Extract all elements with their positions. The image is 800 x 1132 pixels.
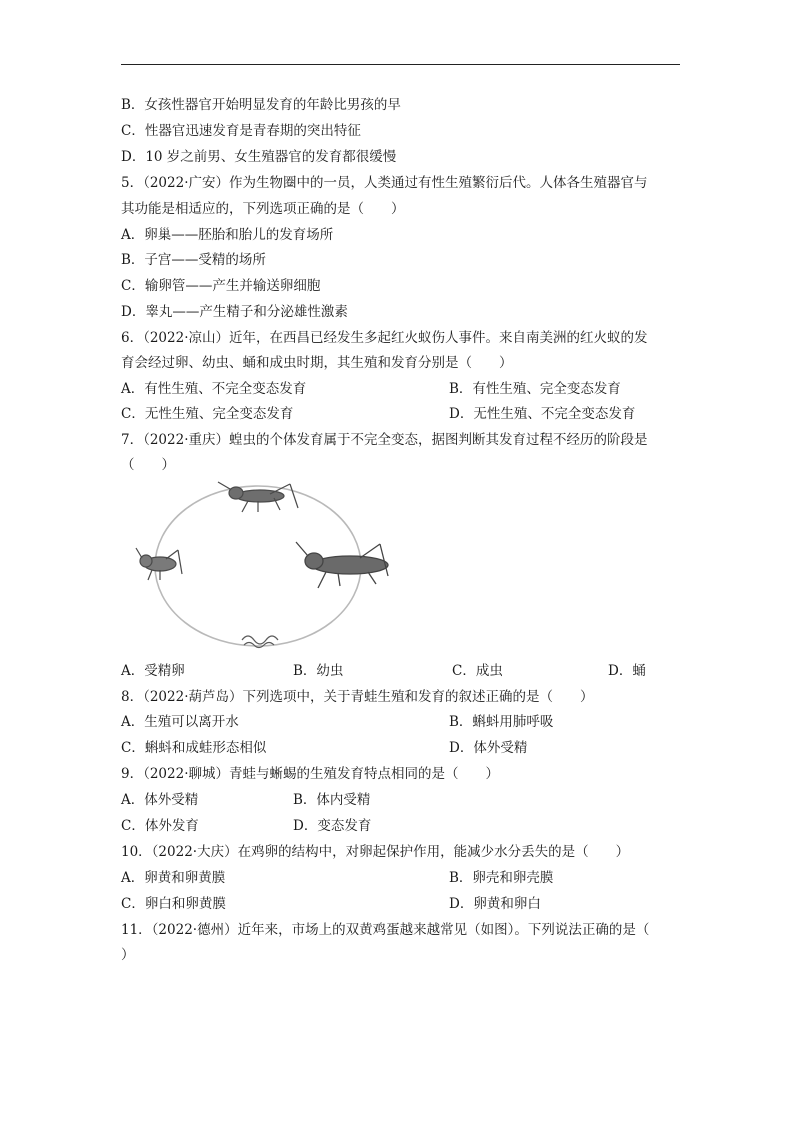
header-rule xyxy=(121,64,680,65)
locust-adult-right xyxy=(296,542,388,588)
q4-option-c: C．性器官迅速发育是青春期的突出特征 xyxy=(121,123,361,139)
q10-stem: 10．（2022·大庆）在鸡卵的结构中，对卵起保护作用，能减少水分丢失的是（ ） xyxy=(121,844,630,860)
q11-stem-line2: ） xyxy=(121,947,135,963)
q11-stem-line1: 11．（2022·德州）近年来，市场上的双黄鸡蛋越来越常见（如图）。下列说法正确的是（ xyxy=(121,922,650,938)
q10-option-c: C．卵白和卵黄膜 xyxy=(121,896,226,912)
q6-stem-line1: 6．（2022·凉山）近年，在西昌已经发生多起红火蚁伤人事件。来自南美洲的红火蚁的发 xyxy=(121,330,648,346)
q7-stem-line2: （ ） xyxy=(121,457,175,473)
locust-life-cycle-figure xyxy=(130,474,400,654)
q6-option-d: D．无性生殖、不完全变态发育 xyxy=(449,406,636,422)
q7-option-d: D．蛹 xyxy=(608,663,646,679)
q7-stem-line1: 7．（2022·重庆）蝗虫的个体发育属于不完全变态，据图判断其发育过程不经历的阶段是 xyxy=(121,432,648,448)
q5-stem-line2: 其功能是相适应的，下列选项正确的是（ ） xyxy=(121,201,405,217)
q9-option-c: C．体外发育 xyxy=(121,818,199,834)
q8-option-d: D．体外受精 xyxy=(449,740,528,756)
q7-option-a: A．受精卵 xyxy=(121,663,185,679)
q5-option-d: D．睾丸——产生精子和分泌雄性激素 xyxy=(121,304,348,320)
locust-nymph-left xyxy=(136,548,182,580)
q9-option-b: B．体内受精 xyxy=(293,792,371,808)
q10-option-b: B．卵壳和卵壳膜 xyxy=(449,870,554,886)
q7-option-b: B．幼虫 xyxy=(293,663,344,679)
q8-option-b: B．蝌蚪用肺呼吸 xyxy=(449,714,554,730)
q6-option-b: B．有性生殖、完全变态发育 xyxy=(449,381,621,397)
q10-option-a: A．卵黄和卵黄膜 xyxy=(121,870,226,886)
q5-stem-line1: 5．（2022·广安）作为生物圈中的一员，人类通过有性生殖繁衍后代。人体各生殖器官与 xyxy=(121,175,648,191)
q5-option-b: B．子宫——受精的场所 xyxy=(121,252,266,268)
q7-option-c: C．成虫 xyxy=(452,663,503,679)
q8-option-c: C．蝌蚪和成蛙形态相似 xyxy=(121,740,267,756)
q6-option-a: A．有性生殖、不完全变态发育 xyxy=(121,381,307,397)
q10-option-d: D．卵黄和卵白 xyxy=(449,896,541,912)
q4-option-b: B．女孩性器官开始明显发育的年龄比男孩的早 xyxy=(121,97,401,113)
q4-option-d: D．10 岁之前男、女生殖器官的发育都很缓慢 xyxy=(121,149,397,165)
q6-option-c: C．无性生殖、完全变态发育 xyxy=(121,406,294,422)
q8-option-a: A．生殖可以离开水 xyxy=(121,714,239,730)
q9-stem: 9．（2022·聊城）青蛙与蜥蜴的生殖发育特点相同的是（ ） xyxy=(121,766,499,782)
q8-stem: 8．（2022·葫芦岛）下列选项中，关于青蛙生殖和发育的叙述正确的是（ ） xyxy=(121,689,594,705)
q5-option-c: C．输卵管——产生并输送卵细胞 xyxy=(121,278,321,294)
q6-stem-line2: 育会经过卵、幼虫、蛹和成虫时期，其生殖和发育分别是（ ） xyxy=(121,355,513,371)
q9-option-d: D．变态发育 xyxy=(293,818,372,834)
q5-option-a: A．卵巢——胚胎和胎儿的发育场所 xyxy=(121,227,334,243)
q9-option-a: A．体外受精 xyxy=(121,792,199,808)
